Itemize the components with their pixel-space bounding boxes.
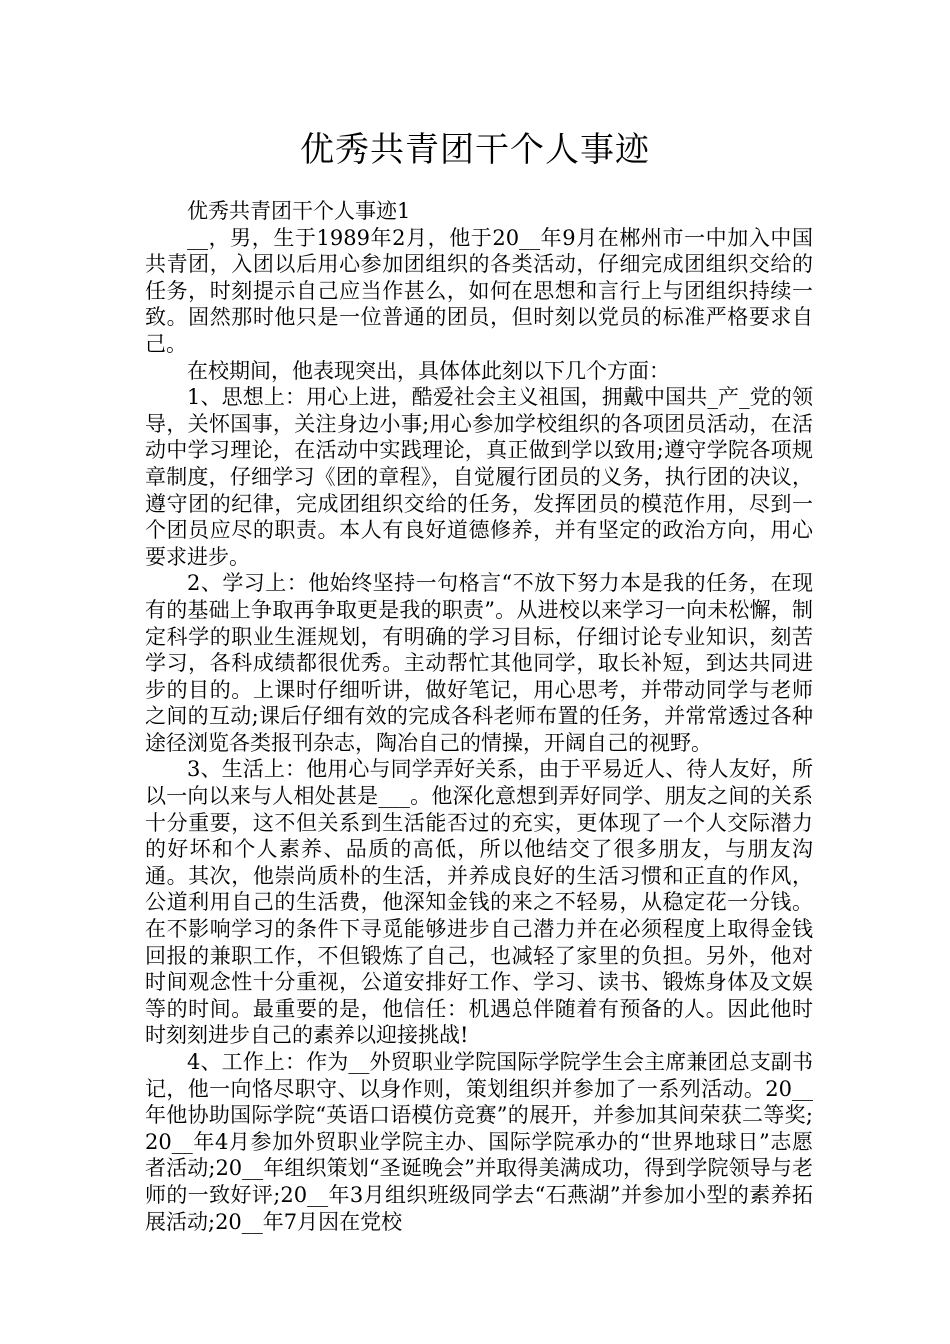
subtitle-paragraph: 优秀共青团干个人事迹1 [187,199,411,223]
intro-paragraph: __，男，生于1989年2月，他于20__年9月在郴州市一中加入中国共青团，入团以后用心参加团组织的各类活动，仔细完成团组织交给的任务，时刻提示自己应当作甚么，如何在思想和言行上与团组织持续一致。固然那时他只是一位普通的团员，但时刻以党员的标准严格要求自己。 [145,225,813,356]
document-title: 优秀共青团干个人事迹 [300,130,650,170]
work-paragraph: 4、工作上：作为__外贸职业学院国际学院学生会主席兼团总支副书记，他一向恪尽职守、以身作则，策划组织并参加了一系列活动。20__年他协助国际学院“英语口语模仿竞赛”的展开，并参加其间荣获二等奖;20__年4月参加外贸职业学院主办、国际学院承办的“世界地球日”志愿者活动;20__年组织策划“圣诞晚会”并取得美满成功，得到学院领导与老师的一致好评;20__年3月组织班级同学去“石燕湖”并参加小型的素养拓展活动;20__年7月因在党校 [145,1050,813,1234]
document-body [145,198,813,1235]
ideology-paragraph: 1、思想上：用心上进，酷爱社会主义祖国，拥戴中国共_产_党的领导，关怀国事，关注身边小事;用心参加学校组织的各项团员活动，在活动中学习理论，在活动中实践理论，真正做到学以致用;遵守学院各项规章制度，仔细学习《团的章程》，自觉履行团员的义务，执行团的决议，遵守团的纪律，完成团组织交给的任务，发挥团员的模范作用，尽到一个团员应尽的职责。本人有良好道德修养，并有坚定的政治方向，用心要求进步。 [145,385,813,569]
life-paragraph: 3、生活上：他用心与同学弄好关系，由于平易近人、待人友好，所以一向以来与人相处甚是___。他深化意想到弄好同学、朋友之间的关系十分重要，这不但关系到生活能否过的充实，更体现了一个人交际潜力的好坏和个人素养、品质的高低，所以他结交了很多朋友，与朋友沟通。其次，他崇尚质朴的生活，并养成良好的生活习惯和正直的作风，公道利用自己的生活费，他深知金钱的来之不轻易，从稳定花一分钱。在不影响学习的条件下寻觅能够进步自己潜力并在必须程度上取得金钱回报的兼职工作，不但锻炼了自己，也减轻了家里的负担。另外，他对时间观念性十分重视，公道安排好工作、学习、读书、锻炼身体及文娱等的时间。最重要的是，他信任：机遇总伴随着有预备的人。因此他时时刻刻进步自己的素养以迎接挑战! [145,757,813,1048]
study-paragraph: 2、学习上：他始终坚持一句格言“不放下努力本是我的任务，在现有的基础上争取再争取更是我的职责”。从进校以来学习一向未松懈，制定科学的职业生涯规划，有明确的学习目标，仔细讨论专业知识，刻苦学习，各科成绩都很优秀。主动帮忙其他同学，取长补短，到达共同进步的目的。上课时仔细听讲，做好笔记，用心思考，并带动同学与老师之间的互动;课后仔细有效的完成各科老师布置的任务，并常常透过各种途径浏览各类报刊杂志，陶冶自己的情操，开阔自己的视野。 [145,571,813,755]
overview-paragraph: 在校期间，他表现突出，具体体此刻以下几个方面： [187,358,670,383]
